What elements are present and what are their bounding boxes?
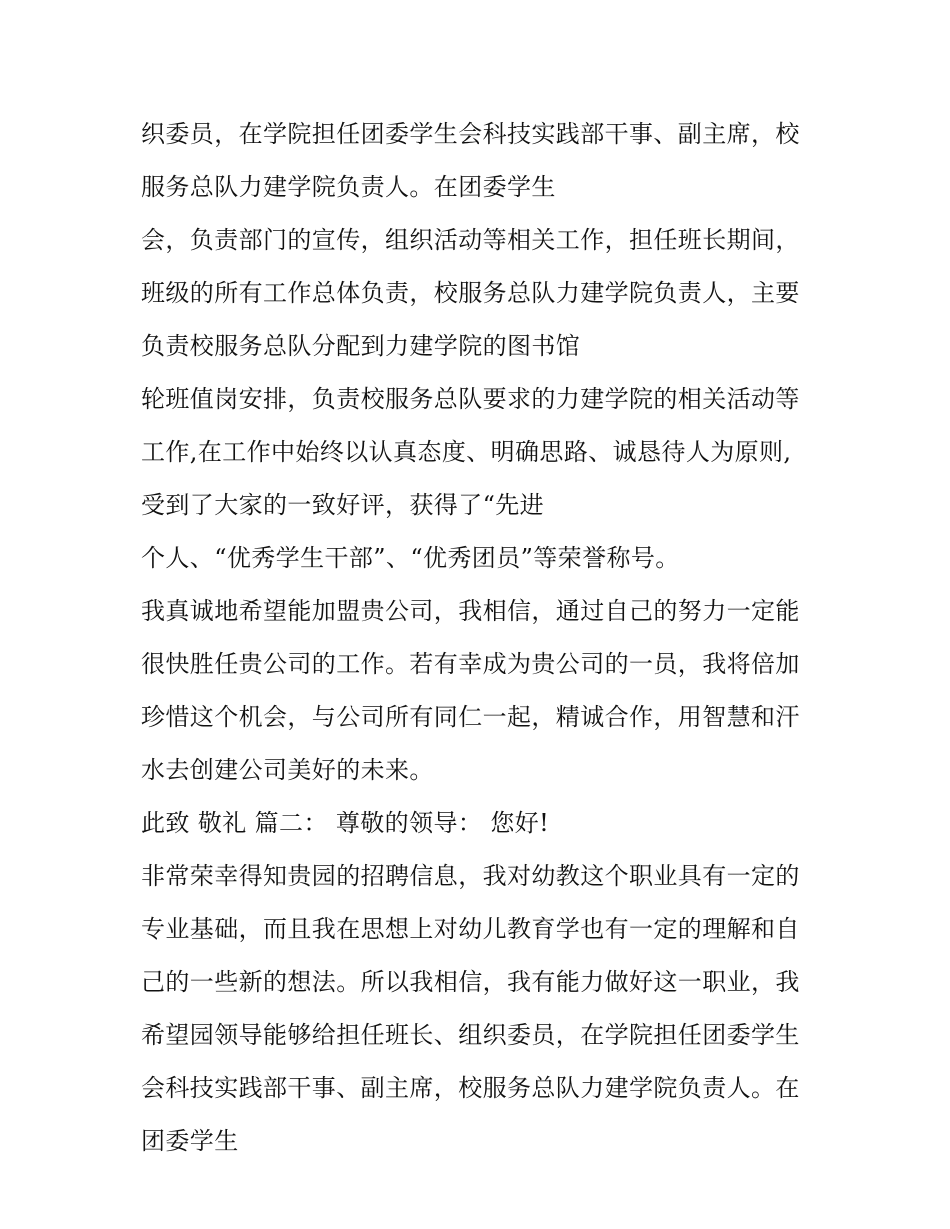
text-line: 我真诚地希望能加盟贵公司，我相信，通过自己的努力一定能 — [141, 597, 800, 625]
text-line: 珍惜这个机会，与公司所有同仁一起，精诚合作，用智慧和汗 — [141, 703, 800, 731]
text-line: 非常荣幸得知贵园的招聘信息，我对幼教这个职业具有一定的 — [141, 862, 800, 890]
text-line: 会科技实践部干事、副主席，校服务总队力建学院负责人。在 — [141, 1074, 800, 1102]
text-line: 受到了大家的一致好评，获得了“先进 — [141, 491, 545, 519]
text-line: 此致 敬礼 篇二： 尊敬的领导： 您好! — [141, 809, 550, 837]
text-line: 班级的所有工作总体负责，校服务总队力建学院负责人，主要 — [141, 279, 800, 307]
text-line: 很快胜任贵公司的工作。若有幸成为贵公司的一员，我将倍加 — [141, 650, 800, 678]
text-line: 服务总队力建学院负责人。在团委学生 — [141, 173, 556, 201]
text-line: 专业基础，而且我在思想上对幼儿教育学也有一定的理解和自 — [141, 915, 800, 943]
text-line: 会，负责部门的宣传，组织活动等相关工作，担任班长期间， — [141, 226, 800, 254]
text-line: 轮班值岗安排，负责校服务总队要求的力建学院的相关活动等 — [141, 385, 800, 413]
text-line: 织委员，在学院担任团委学生会科技实践部干事、副主席，校 — [141, 120, 800, 148]
text-line: 水去创建公司美好的未来。 — [141, 756, 434, 784]
text-line: 己的一些新的想法。所以我相信，我有能力做好这一职业，我 — [141, 968, 800, 996]
text-line: 个人、“优秀学生干部”、“优秀团员”等荣誉称号。 — [141, 544, 680, 572]
body-text — [141, 108, 821, 1168]
text-line: 负责校服务总队分配到力建学院的图书馆 — [141, 332, 581, 360]
text-line: 工作,在工作中始终以认真态度、明确思路、诚恳待人为原则, — [141, 438, 792, 466]
text-line: 希望园领导能够给担任班长、组织委员，在学院担任团委学生 — [141, 1021, 800, 1049]
text-line: 团委学生 — [141, 1127, 239, 1155]
